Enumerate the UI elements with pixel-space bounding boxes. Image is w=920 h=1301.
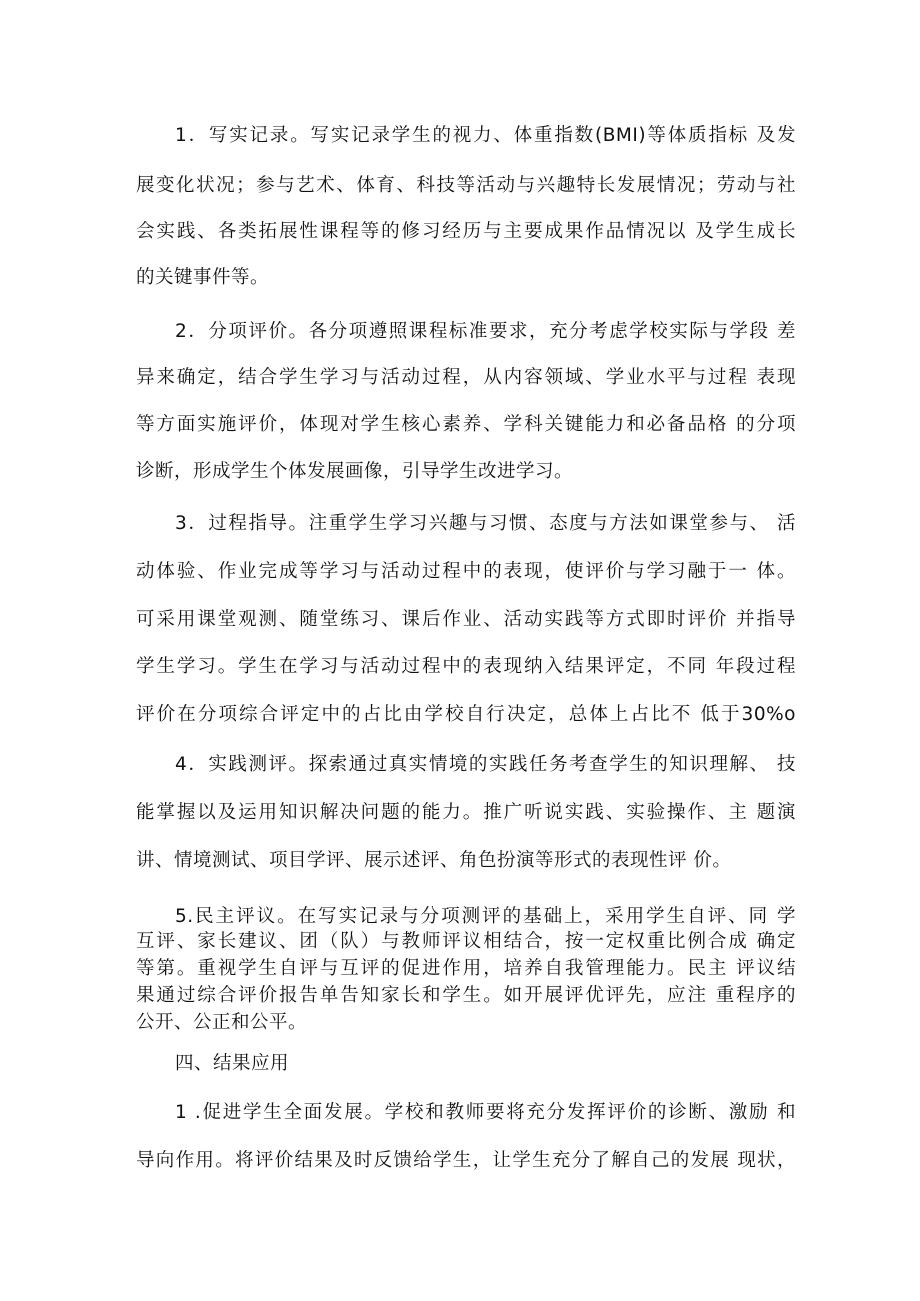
paragraph-3-line-3: 可采用课堂观测、随堂练习、课后作业、活动实践等方式即时评价 并指导 (136, 609, 796, 630)
paragraph-1-line-1: 1．写实记录。写实记录学生的视力、体重指数(BMI)等体质指标 及发 (175, 125, 796, 146)
paragraph-6-line-1: 1 .促进学生全面发展。学校和教师要将充分发挥评价的诊断、激励 和 (175, 1102, 796, 1123)
paragraph-1-line-4: 的关键事件等。 (136, 267, 270, 288)
paragraph-3-line-2: 动体验、作业完成等学习与活动过程中的表现，使评价与学习融于一 体。 (136, 561, 796, 582)
paragraph-2-line-3: 等方面实施评价，体现对学生核心素养、学科关键能力和必备品格 的分项 (136, 414, 796, 435)
paragraph-2-line-2: 异来确定，结合学生学习与活动过程，从内容领域、学业水平与过程 表现 (136, 367, 796, 388)
paragraph-5-line-1: 5.民主评议。在写实记录与分项测评的基础上，采用学生自评、同 学 (175, 906, 796, 927)
paragraph-3-line-4: 学生学习。学生在学习与活动过程中的表现纳入结果评定，不同 年段过程 (136, 656, 796, 677)
paragraph-4-line-2: 能掌握以及运用知识解决问题的能力。推广听说实践、实验操作、主 题演 (136, 802, 796, 823)
paragraph-1-line-3: 会实践、各类拓展性课程等的修习经历与主要成果作品情况以 及学生成长 (136, 221, 796, 242)
paragraph-2-line-1: 2．分项评价。各分项遵照课程标准要求，充分考虑学校实际与学段 差 (175, 321, 796, 342)
paragraph-5-line-4: 果通过综合评价报告单告知家长和学生。如开展评优评先，应注 重程序的 (136, 985, 796, 1006)
paragraph-3-line-1: 3．过程指导。注重学生学习兴趣与习惯、态度与方法如课堂参与、 活 (175, 513, 796, 534)
paragraph-4-line-3: 讲、情境测试、项目学评、展示述评、角色扮演等形式的表现性评 价。 (136, 850, 732, 871)
paragraph-4-line-1: 4．实践测评。探索通过真实情境的实践任务考查学生的知识理解、 技 (175, 754, 796, 775)
paragraph-6-line-2: 导向作用。将评价结果及时反馈给学生，让学生充分了解自己的发展 现状， (136, 1150, 796, 1171)
section-heading-results-application: 四、结果应用 (175, 1053, 290, 1074)
paragraph-3-line-5: 评价在分项综合评定中的占比由学校自行决定，总体上占比不 低于30%o (136, 704, 796, 725)
paragraph-1-line-2: 展变化状况；参与艺术、体育、科技等活动与兴趣特长发展情况；劳动与社 (136, 175, 796, 196)
paragraph-5-line-3: 等第。重视学生自评与互评的促进作用，培养自我管理能力。民主 评议结 (136, 958, 796, 979)
paragraph-5-line-2: 互评、家长建议、团（队）与教师评议相结合，按一定权重比例合成 确定 (136, 931, 796, 952)
paragraph-5-line-5: 公开、公正和公平。 (136, 1012, 308, 1033)
paragraph-2-line-4: 诊断，形成学生个体发展画像，引导学生改进学习。 (136, 461, 574, 482)
